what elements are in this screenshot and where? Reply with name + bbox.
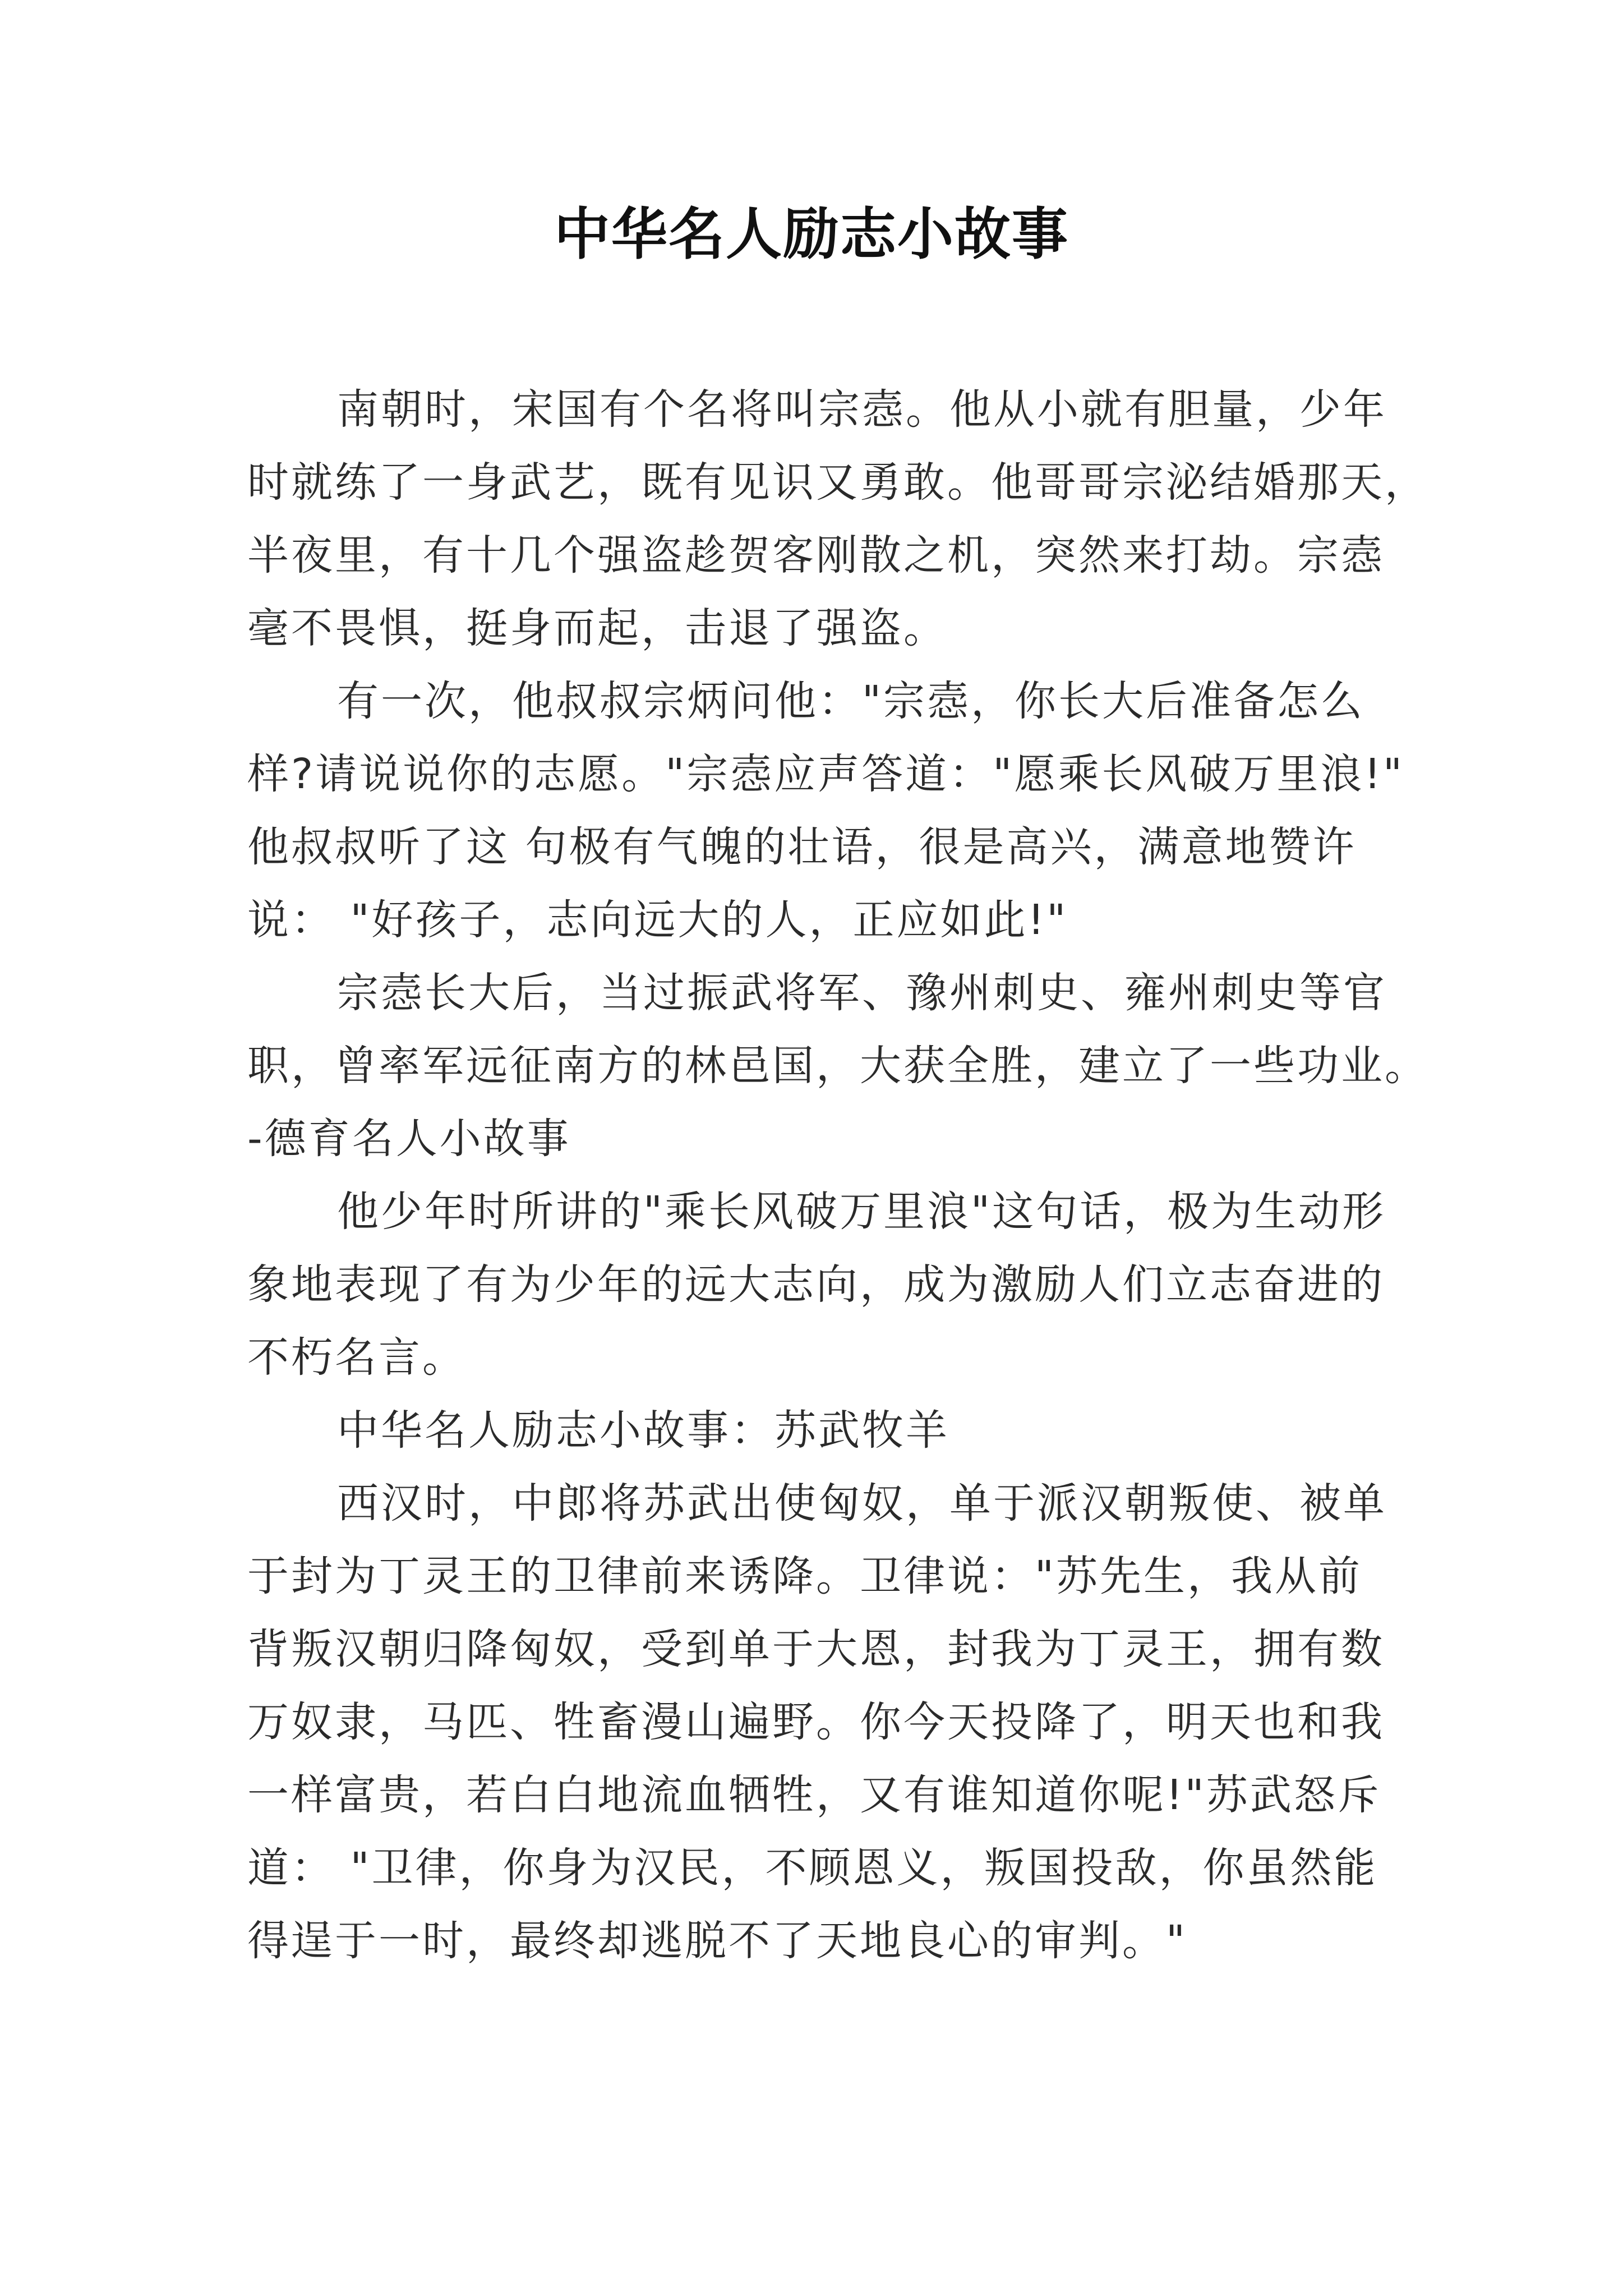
- text-line: 他叔叔听了这 句极有气魄的壮语，很是高兴，满意地赞许: [247, 823, 1357, 871]
- body-paragraph: [247, 1394, 1391, 1467]
- text-line: 中华名人励志小故事：苏武牧羊: [337, 1406, 949, 1455]
- body-paragraph: [247, 373, 1428, 665]
- text-line: 象地表现了有为少年的远大志向，成为激励人们立志奋进的: [247, 1260, 1385, 1309]
- text-line: 道： "卫律，你身为汉民，不顾恩义，叛国投敌，你虽然能: [247, 1844, 1378, 1892]
- text-line: 背叛汉朝归降匈奴，受到单于大恩，封我为丁灵王，拥有数: [247, 1625, 1385, 1673]
- document-body: [247, 373, 1428, 1977]
- text-line: 万奴隶，马匹、牲畜漫山遍野。你今天投降了，明天也和我: [247, 1698, 1385, 1746]
- text-line: 毫不畏惧，挺身而起，击退了强盗。: [247, 604, 947, 652]
- text-line: 他少年时所讲的"乘长风破万里浪"这句话，极为生动形: [337, 1188, 1386, 1236]
- text-line: 宗悫长大后，当过振武将军、豫州刺史、雍州刺史等官: [337, 969, 1387, 1017]
- body-paragraph: [247, 956, 1428, 1175]
- text-line: 有一次，他叔叔宗炳问他："宗悫，你长大后准备怎么: [337, 677, 1365, 725]
- text-line: 南朝时，宋国有个名将叫宗悫。他从小就有胆量，少年: [337, 385, 1387, 434]
- document-title: 中华名人励志小故事: [554, 201, 1069, 267]
- text-line: 于封为丁灵王的卫律前来诱降。卫律说："苏先生，我从前: [247, 1552, 1363, 1600]
- text-line: 说： "好孩子，志向远大的人，正应如此!": [247, 896, 1068, 944]
- text-line: 半夜里，有十几个强盗趁贺客刚散之机，突然来打劫。宗悫: [247, 531, 1385, 579]
- text-line: 西汉时，中郎将苏武出使匈奴，单于派汉朝叛使、被单: [337, 1479, 1387, 1527]
- text-line: 职，曾率军远征南方的林邑国，大获全胜，建立了一些功业。: [247, 1042, 1428, 1090]
- text-line: 时就练了一身武艺，既有见识又勇敢。他哥哥宗泌结婚那天，: [247, 458, 1428, 507]
- text-line: 不朽名言。: [247, 1333, 466, 1382]
- text-line: 一样富贵，若白白地流血牺牲，又有谁知道你呢!"苏武怒斥: [247, 1771, 1381, 1819]
- body-paragraph: [247, 1467, 1391, 1977]
- text-line: -德育名人小故事: [247, 1115, 571, 1163]
- body-paragraph: [247, 1175, 1391, 1394]
- body-paragraph: [247, 665, 1405, 956]
- text-line: 得逞于一时，最终却逃脱不了天地良心的审判。": [247, 1917, 1188, 1965]
- text-line: 样?请说说你的志愿。"宗悫应声答道："愿乘长风破万里浪!": [247, 750, 1405, 798]
